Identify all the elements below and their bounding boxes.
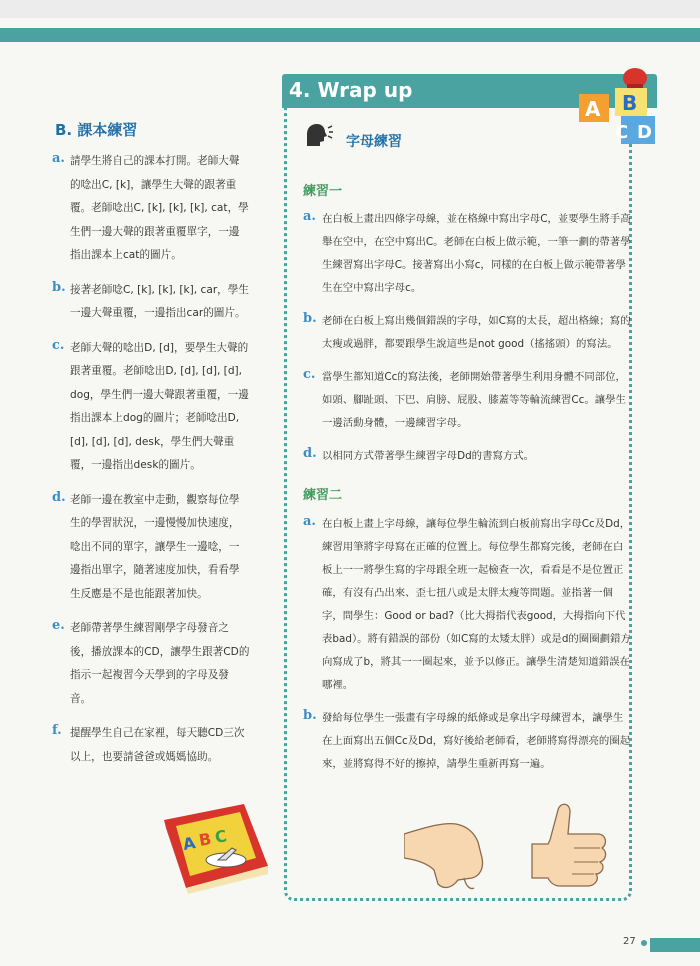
block-letter-c: C: [615, 122, 629, 143]
thumb-down-hand-icon: [404, 818, 514, 894]
list-item: [52, 722, 250, 769]
item-text: 發給每位學生一張畫有字母線的紙條或是拿出字母練習本，讓學生在上面寫出五個Cc及Dd，寫好後給老師看，老師將寫得漂亮的圈起來，並將寫得不好的擦掉，請學生重新再寫一遍。: [322, 712, 631, 770]
item-marker: d.: [52, 489, 66, 505]
top-stripe: [0, 28, 700, 42]
speaking-head-icon: [303, 122, 333, 148]
item-text: 在白板上畫上字母線，讓每位學生輪流到白板前寫出字母Cc及Dd，練習用筆將字母寫在正確的位置上。每位學生都寫完後，老師在白板上一一將學生寫的字母跟全班一起檢查一次，看看是不是位置正確，有沒有凸出來、歪七扭八或是太胖太瘦等問題。並指著一個字，問學生：Good or bad?（比大拇指代表good，大拇指向下代表bad）。將有錯誤的部份（如C寫的太矮太胖）或是d的圈圈劃錯方向寫成了b，將其一一圈起來，並予以修正。讓學生清楚知道錯誤在哪裡。: [322, 518, 631, 691]
item-text: 老師在白板上寫出幾個錯誤的字母，如C寫的太長，超出格線；寫的太瘦或過胖，都要跟學生說這些是not good（搖搖頭）的寫法。: [322, 315, 631, 350]
block-letter-b: B: [622, 91, 638, 115]
wrap-up-title: 4. Wrap up: [289, 78, 413, 102]
top-band: [0, 0, 700, 18]
list-item: [303, 310, 633, 356]
list-item: [52, 617, 250, 711]
bottom-bar: [650, 938, 700, 952]
item-marker: e.: [52, 618, 65, 633]
list-item: [52, 489, 250, 607]
item-marker: a.: [303, 209, 316, 224]
item-text: 老師帶著學生練習剛學字母發音之後，播放課本的CD，讓學生跟著CD的指示一起複習今天學到的字母及發音。: [70, 622, 250, 705]
item-marker: d.: [303, 446, 317, 461]
item-marker: a.: [52, 151, 65, 166]
abc-blocks-icon: [575, 66, 659, 146]
practice1-title: 練習一: [303, 184, 343, 199]
item-marker: c.: [303, 367, 316, 382]
page-dot: [641, 940, 647, 946]
item-text: 提醒學生自己在家裡，每天聽CD三次以上，也要請爸爸或媽媽協助。: [70, 727, 245, 763]
item-text: 老師一邊在教室中走動，觀察每位學生的學習狀況，一邊慢慢加快速度，唸出不同的單字，讓學生一邊唸，一邊指出單字，隨著速度加快，看看學生反應是不是也能跟著加快。: [70, 493, 240, 600]
book-illustration: [160, 800, 272, 896]
list-item: [52, 337, 250, 478]
page-number: 27: [623, 936, 636, 947]
item-marker: b.: [52, 279, 66, 295]
item-text: 當學生都知道Cc的寫法後，老師開始帶著學生利用身體不同部位，如頭、腳趾頭、下巴、肩膀、屁股、膝蓋等等輪流練習Cc。讓學生一邊活動身體，一邊練習字母。: [322, 371, 626, 429]
list-item: [303, 208, 633, 300]
list-item: [303, 707, 633, 776]
item-marker: f.: [52, 723, 62, 738]
wrap-up-subtitle: 字母練習: [346, 134, 402, 150]
list-item: [303, 513, 633, 697]
block-letter-d: D: [637, 122, 652, 143]
item-text: 接著老師唸C, [k], [k], [k], car，學生一邊大聲重覆，一邊指出car的圖片。: [70, 283, 249, 319]
section-b-list: [52, 150, 250, 780]
practice2-list: [303, 513, 633, 786]
list-item: [52, 279, 250, 326]
item-marker: b.: [303, 311, 317, 326]
book-letter-a: A: [181, 833, 197, 854]
item-marker: a.: [303, 514, 316, 529]
thumb-up-hand-icon: [520, 800, 620, 890]
item-text: 請學生將自己的課本打開。老師大聲的唸出C, [k]，讓學生大聲的跟著重覆。老師唸出C, [k], [k], [k], cat，學生們一邊大聲的跟著重覆單字，一邊指出課本上cat的圖片。: [70, 155, 249, 261]
block-letter-a: A: [585, 97, 601, 121]
item-text: 以相同方式帶著學生練習字母Dd的書寫方式。: [322, 450, 535, 462]
item-marker: b.: [303, 708, 317, 723]
practice1-list: [303, 208, 633, 478]
book-letter-c: C: [213, 826, 229, 847]
item-marker: c.: [52, 337, 65, 353]
item-text: 老師大聲的唸出D, [d]，要學生大聲的跟著重覆。老師唸出D, [d], [d], [d], dog，學生們一邊大聲跟著重覆，一邊指出課本上dog的圖片；老師唸出D, [d], [d], [d], desk，學生們大聲重覆，一邊指出desk的圖片。: [70, 341, 249, 471]
list-item: [303, 366, 633, 435]
list-item: [52, 150, 250, 268]
book-letter-b: B: [197, 829, 213, 850]
item-text: 在白板上畫出四條字母線，並在格線中寫出字母C，並要學生將手高舉在空中，在空中寫出C。老師在白板上做示範，一筆一劃的帶著學生練習寫出字母C。接著寫出小寫c，同樣的在白板上做示範帶著學生在空中寫出字母c。: [322, 213, 631, 294]
list-item: [303, 445, 633, 468]
section-b-title: B. 課本練習: [55, 121, 138, 139]
practice2-title: 練習二: [303, 488, 343, 503]
